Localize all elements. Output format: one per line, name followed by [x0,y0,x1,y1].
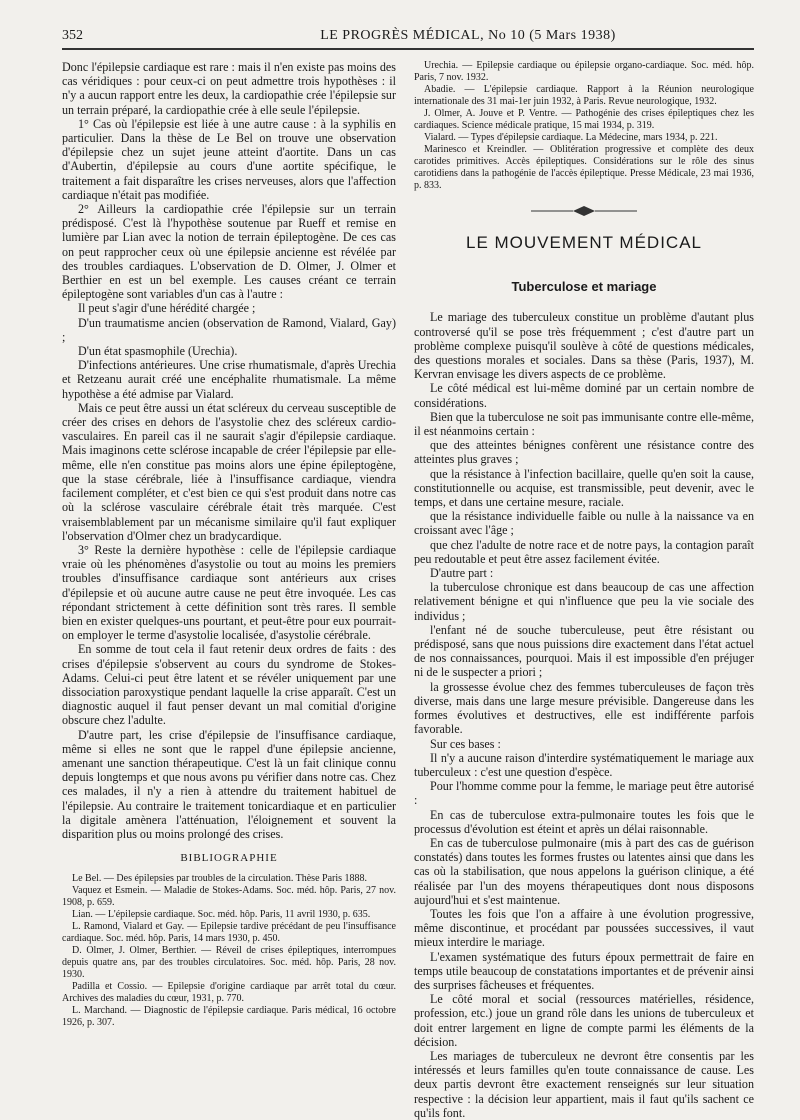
right-column [414,60,754,1120]
paragraph: que la résistance à l'infection bacillaire, quelle qu'en soit la cause, constitutionnelle ou acquise, est transmissible, peut devenir, avec le temps, et dans une certaine mesure, raciale. [414,466,754,510]
paragraph: L'examen systématique des futurs époux permettrait de faire en temps utile beaucoup de constatations importantes et de prévenir ainsi des surprises fâcheuses et fréquentes. [414,949,754,992]
paragraph: Bien que la tuberculose ne soit pas immunisante contre elle-même, il est néanmoins certain : [414,409,754,439]
paragraph: Pour l'homme comme pour la femme, le mariage peut être autorisé : [414,779,754,808]
page-header [62,26,754,50]
paragraph: D'autre part : [430,566,494,581]
article-title: Tuberculose et mariage [511,279,657,295]
paragraph: la grossesse évolue chez des femmes tuberculeuses de façon très diverse, mais dans une large mesure prévisible. Dangereuse dans les formes évolutives et destructives, elle est indifférente parfois favorable. [414,679,754,737]
paragraph: que des atteintes bénignes confèrent une résistance contre des atteintes plus graves ; [414,438,754,467]
paragraph: D'infections antérieures. Une crise rhumatismale, d'après Urechia et Retzeanu aurait créé une encéphalite rhumatismale. La même hypothèse a été admise par Vialard. [62,358,396,401]
paragraph: Il n'y a aucune raison d'interdire systématiquement le mariage aux tuberculeux : c'est une question d'espèce. [414,750,754,779]
paragraph: Les mariages de tuberculeux ne devront être consentis par les intéressés et leurs familles qu'en toute connaissance de cause. Les deux partis devront être exactement renseignés sur leur situation respective : la décision leur appartient, mais il faut qu'ils sachent ce qu'ils font. [414,1048,754,1120]
paragraph: 2° Ailleurs la cardiopathie crée l'épilepsie sur un terrain prédisposé. C'est là l'hypothèse soutenue par Rueff et remise en lumière par Lian avec la notion de terrain épileptogène. De ces cas on peut rapprocher ceux où une épilepsie ancienne est révélée par des troubles cardiaques. L'observation de D. Olmer, J. Olmer et Berthier en est un bel exemple. Les causes créant ce terrain épileptogène sont variables d'un cas à l'autre : [62,202,396,302]
paragraph: l'enfant né de souche tuberculeuse, peut être résistant ou prédisposé, sans que nous puissions dire exactement dans l'état actuel de nos connaissances, pourquoi. Mais il est impossible d'en préjuger ni de le suspecter a priori ; [414,622,754,680]
paragraph: 3° Reste la dernière hypothèse : celle de l'épilepsie cardiaque vraie où les phénomènes d'asystolie ou tout au moins les premiers troubles d'insuffisance cardiaque sont antérieurs aux crises d'épilepsie et où aucune autre cause ne peut être invoquée. Les cas répondant strictement à cette définition sont très rares. Il semble bien en exister quelques-uns pourtant, et peut-être pour eux pourrait-on employer le terme d'asystolie localisée, d'asystolie cérébrale. [62,542,396,643]
running-title: LE PROGRÈS MÉDICAL, No 10 (5 Mars 1938) [320,28,616,43]
paragraph: D'un traumatisme ancien (observation de Ramond, Vialard, Gay) ; [62,315,396,344]
bibliography-entry: L. Ramond, Vialard et Gay. — Epilepsie tardive précédant de peu l'insuffisance cardiaque. Soc. méd. hôp. Paris, 14 mars 1930, p. 450. [62,921,396,945]
left-column [62,60,396,1029]
bibliography-entry: Marinesco et Kreindler. — Oblitération progressive et complète des deux carotides primitives. Accès épileptiques. Considérations sur le rôle des sinus carotidiens dans la pathogénie de l'accès épileptique. Presse Médicale, 23 mai 1936, p. 833. [414,144,754,191]
paragraph: Donc l'épilepsie cardiaque est rare : mais il n'en existe pas moins des cas véridiques : pour ceux-ci on peut admettre trois hypothèses : il n'y a aucun rapport entre les deux, la cardiopathie crée l'épilepsie sur un terrain préparé, la cardiopathie crée à elle seule l'épilepsie. [62,60,396,117]
paragraph: 1° Cas où l'épilepsie est liée à une autre cause : à la syphilis en particulier. Dans la thèse de Le Bel on trouve une observation d'épilepsie chez un sujet jeune atteint d'aortite. Dans un cas d'Aubertin, d'épilepsie au cours d'une aortite spécifique, le traitement a fait disparaître les crises nerveuses, alors que l'affection cardiaque n'était pas modifiée. [62,116,396,202]
page-number: 352 [62,28,83,43]
bibliography-entry: Vialard. — Types d'épilepsie cardiaque. La Médecine, mars 1934, p. 221. [424,132,718,143]
bibliography-entry: Padilla et Cossio. — Epilepsie d'origine cardiaque par arrêt total du cœur. Archives des maladies du cœur, 1931, p. 770. [62,981,396,1005]
paragraph: que chez l'adulte de notre race et de notre pays, la contagion paraît peu redoutable et peut être assez facilement évitée. [414,537,754,566]
paragraph: Le côté moral et social (ressources matérielles, résidence, profession, etc.) joue un grand rôle dans les unions de tuberculeux et doit entrer largement en ligne de compte parmi les éléments de la décision. [414,992,754,1049]
bibliography-entry: Abadie. — L'épilepsie cardiaque. Rapport à la Réunion neurologique internationale des 31 mai-1er juin 1932, à Paris. Revue neurologique, 1932. [414,84,754,107]
paragraph: Mais ce peut être aussi un état scléreux du cerveau susceptible de créer des crises en dehors de l'asystolie chez des scléreux cardio-vasculaires. En pareil cas il ne saurait s'agir d'épilepsie cardiaque. Mais imaginons cette sclérose incapable de créer l'épilepsie par elle-même, elle n'en constitue pas moins alors une épine épileptogène, que la stase cérébrale, liée à l'insuffisance cardiaque, viendra facilement compléter, et c'est bien ce qui s'est produit dans notre cas où la sclérose vasculaire cérébrale était très marquée. C'est vraisemblablement par un mécanisme similaire qu'il faut expliquer l'observation d'Olmer chez un bradycardique. [62,400,396,543]
paragraph: D'autre part, les crise d'épilepsie de l'insuffisance cardiaque, même si elles ne sont que le rappel d'une épilepsie ancienne, amenant une sanction thérapeutique. C'est là un fait clinique connu depuis longtemps et que nous avons pu vérifier dans notre cas. Chez ces malades, il n'y a rien à attendre du traitement habituel de l'épilepsie. Au contraire le traitement tonicardiaque et en particulier la digitale amènera l'atténuation, l'éloignement et souvent la disparition plus ou moins prolongé des crises. [62,727,396,841]
paragraph: En somme de tout cela il faut retenir deux ordres de faits : des crises d'épilepsie s'observent au cours du syndrome de Stokes-Adams. Celui-ci peut être latent et se révéler uniquement par une dissociation paroxystique pendant laquelle la crise apparaît. C'est un diagnostic auquel il faut penser devant un mal comitial d'origine obscure chez l'adulte. [62,642,396,728]
bibliography-entry: L. Marchand. — Diagnostic de l'épilepsie cardiaque. Paris médical, 16 octobre 1926, p. 307. [62,1005,396,1029]
bibliography-entry: Le Bel. — Des épilepsies par troubles de la circulation. Thèse Paris 1888. [72,873,368,885]
paragraph: En cas de tuberculose pulmonaire (mis à part des cas de guérison constatés) dans toutes les formes frustes ou latentes ainsi que dans les cas où la stabilisation, que nous appelons la guérison clinique, a été réalisée par l'un des moyens thérapeutiques dont nous disposons aujourd'hui et s'est maintenue. [414,835,754,907]
bibliography-continued [414,60,754,192]
bibliography-entry: D. Olmer, J. Olmer, Berthier. — Réveil de crises épileptiques, interrompues depuis quatre ans, par des troubles circulatoires. Soc. méd. hôp. Paris, 28 nov. 1930. [62,945,396,981]
paragraph: Sur ces bases : [430,736,501,751]
paragraph: D'un état spasmophile (Urechia). [78,344,238,359]
bibliography-entry: Urechia. — Epilepsie cardiaque ou épilepsie organo-cardiaque. Soc. méd. hôp. Paris, 7 nov. 1932. [414,60,754,83]
paragraph: Il peut s'agir d'une hérédité chargée ; [78,301,256,316]
bibliography-entry: Vaquez et Esmein. — Maladie de Stokes-Adams. Soc. méd. hôp. Paris, 27 nov. 1908, p. 659. [62,885,396,909]
bibliography-heading: BIBLIOGRAPHIE [180,852,278,865]
bibliography-entry: J. Olmer, A. Jouve et P. Ventre. — Pathogénie des crises épileptiques chez les cardiaques. Science médicale pratique, 15 mai 1934, p. 319. [414,108,754,131]
bibliography-entry: Lian. — L'épilepsie cardiaque. Soc. méd. hôp. Paris, 11 avril 1930, p. 635. [72,909,371,921]
paragraph: Le mariage des tuberculeux constitue un problème d'autant plus controversé qu'il se pose très fréquemment ; c'est d'autre part un problème complexe puisqu'il soulève à côté de questions médicales, des questions morales et sociales. Dans sa thèse (Paris, 1937), M. Kervran envisage les divers aspects de ce problème. [414,310,754,382]
paragraph: la tuberculose chronique est dans beaucoup de cas une affection relativement bénigne et qui n'influence que peu la vie sociale des individus ; [414,580,754,623]
paragraph: En cas de tuberculose extra-pulmonaire toutes les fois que le processus d'évolution est éteint et après un délai raisonnable. [414,807,754,836]
paragraph: que la résistance individuelle faible ou nulle à la naissance va en croissant avec l'âge ; [414,509,754,538]
section-title: LE MOUVEMENT MÉDICAL [465,233,702,252]
paragraph: Le côté médical est lui-même dominé par un certain nombre de considérations. [414,381,754,410]
bibliography-list [62,873,396,1029]
header-rule [62,48,754,50]
paragraph: Toutes les fois que l'on a affaire à une évolution progressive, même discontinue, et procédant par poussées successives, il vaut mieux interdire le mariage. [414,906,754,950]
ornament-divider-icon [529,204,639,218]
